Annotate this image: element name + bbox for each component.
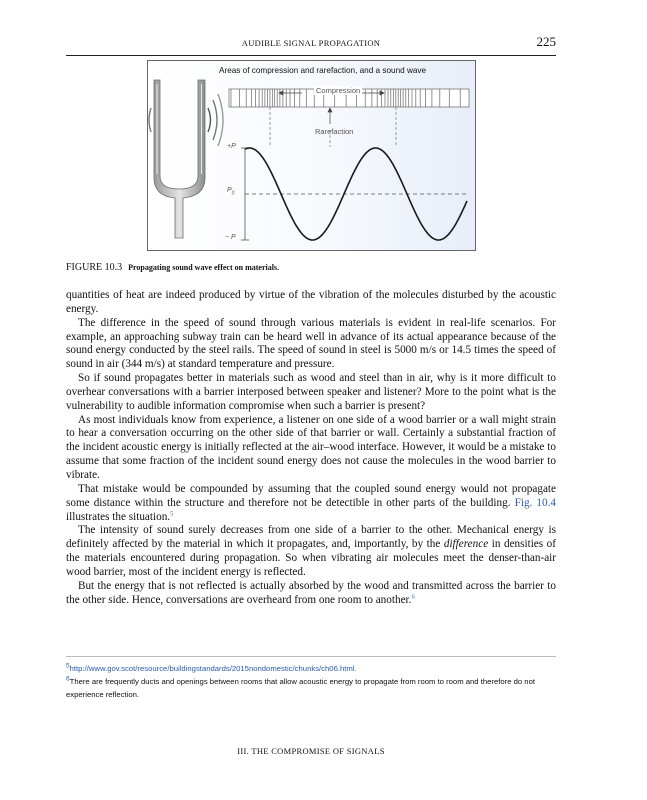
footnote-5-url[interactable]: http://www.gov.scot/resource/buildingstandards/2015nondomestic/chunks/ch06.html.	[69, 664, 357, 673]
running-head-title: AUDIBLE SIGNAL PROPAGATION	[241, 38, 381, 48]
compression-label: Compression	[316, 86, 361, 95]
footnote-6-text: There are frequently ducts and openings between rooms that allow acoustic energy to propagate from room to room and therefore do not experience reflection.	[66, 677, 535, 699]
caption-number: FIGURE 10.3	[66, 262, 123, 273]
p0-letter: P	[227, 187, 232, 194]
paragraph-4: As most individuals know from experience, a listener on one side of a wood barrier or a wall might strain to hear a conversation occurring on the other side of that barrier or wall. Certainly a substantial fraction of the incident acoustic energy is initially reflected at the air–wood interface. However, it would be a mistake to assume that some fraction of the incident sound energy does not cause the molecules in the wood barrier to vibrate.	[66, 413, 556, 481]
paragraph-5	[66, 483, 556, 525]
footnote-5	[66, 662, 556, 675]
header-rule	[66, 55, 556, 56]
p0-subscript: 0	[231, 190, 235, 197]
body-text	[66, 289, 556, 607]
paragraph-6	[66, 524, 556, 579]
footnote-6	[66, 675, 556, 701]
paragraph-1: quantities of heat are indeed produced by virtue of the vibration of the molecules disturbed by the acoustic energy.	[66, 289, 556, 315]
paragraph-5-text-b: illustrates the situation.	[66, 510, 171, 523]
footnote-5-mark: 5	[66, 662, 70, 670]
running-foot: III. THE COMPROMISE OF SIGNALS	[237, 746, 385, 756]
paragraph-6-text-b: in densities of the materials encountered during propagation. So when vibrating air molecules meet the denser-than-air wood barrier, most of the incident energy is reflected.	[66, 538, 556, 578]
figure-10-3	[147, 60, 476, 251]
paragraph-7	[66, 580, 556, 608]
rarefaction-label: Rarefaction	[315, 127, 354, 136]
figure-illustration	[147, 60, 476, 251]
paragraph-7-text: But the energy that is not reflected is actually absorbed by the wood and transmitted across the barrier to the other side. Hence, conversations are overheard from one room to another.	[66, 579, 556, 606]
figure-caption	[66, 262, 556, 273]
p0-label	[227, 187, 234, 196]
paragraph-2: The difference in the speed of sound through various materials is evident in real-life scenarios. For example, an approaching subway train can be heard well in advance of its actual appearance because of the sound energy conducted by the steel rails. The speed of sound in steel is 5000 m/s or 14.5 times the speed of sound in air (344 m/s) at standard temperature and pressure.	[66, 316, 556, 371]
caption-text: Propagating sound wave effect on materials.	[128, 263, 280, 272]
paragraph-6-text-a: The intensity of sound surely decreases from one side of a barrier to the other. Mechanical energy is definitely affected by the material in which it propagates, and, importantly, by the	[66, 524, 556, 551]
footnote-ref-5[interactable]: 5	[170, 509, 174, 517]
figure-10-4-link[interactable]: Fig. 10.4	[514, 496, 557, 509]
page-number: 225	[536, 34, 556, 49]
plus-p-label: +P	[227, 143, 236, 150]
footnotes	[66, 662, 556, 701]
footnote-6-mark: 6	[66, 675, 70, 683]
footnote-ref-6[interactable]: 6	[411, 592, 415, 600]
paragraph-6-emphasis: difference	[443, 538, 489, 551]
footnote-rule	[66, 656, 556, 657]
minus-p-label: − P	[225, 234, 236, 241]
paragraph-3: So if sound propagates better in materials such as wood and steel than in air, why is it more difficult to overhear conversations with a barrier interposed between speaker and listener? More to the point what is the vulnerability to audible information compromise when such a barrier is present?	[66, 372, 556, 412]
running-head	[66, 34, 556, 52]
paragraph-5-text-a: That mistake would be compounded by assuming that the coupled sound energy would not propagate some distance within the structure and therefore not be detectible in other parts of the building.	[66, 482, 556, 509]
figure-title: Areas of compression and rarefaction, and a sound wave	[219, 66, 427, 75]
